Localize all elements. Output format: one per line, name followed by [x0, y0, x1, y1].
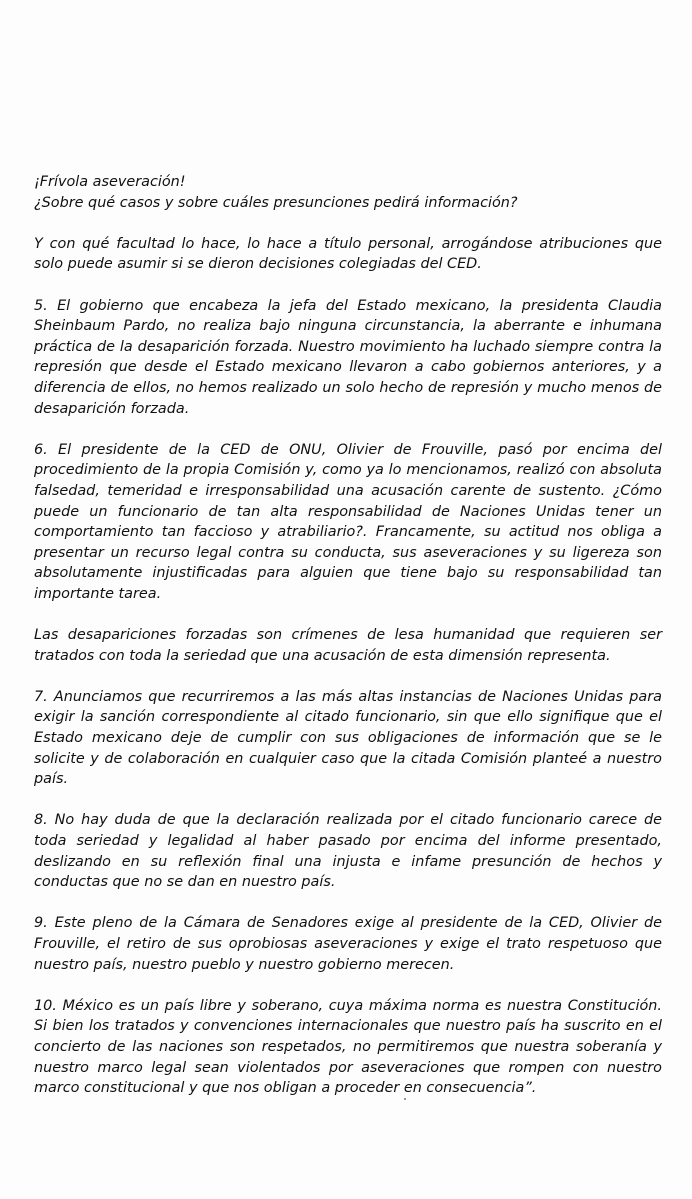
- paragraph-point-5: 5. El gobierno que encabeza la jefa del Estado mexicano, la presidenta Claudia Sheinbaum Pardo, no realiza bajo ninguna circunstancia, la aberrante e inhumana práctica de la desaparición forzada. Nuestro movimiento ha luchado siempre contra la represión que desde el Estado mexicano llevaron a cabo gobiernos anteriores, y a diferencia de ellos, no hemos realizado un solo hecho de represión y mucho menos de desaparición forzada.: [34, 297, 662, 417]
- paragraph-faculty: Y con qué facultad lo hace, lo hace a título personal, arrogándose atribuciones que solo puede asumir si se dieron decisiones colegiadas del CED.: [34, 235, 662, 273]
- paragraph-lesa-humanidad: Las desapariciones forzadas son crímenes de lesa humanidad que requieren ser tratados con toda la seriedad que una acusación de esta dimensión representa.: [34, 627, 662, 664]
- paragraph-exclamation: ¡Frívola aseveración!: [34, 174, 186, 190]
- paragraph-point-7: 7. Anunciamos que recurriremos a las más altas instancias de Naciones Unidas para exigir la sanción correspondiente al citado funcionario, sin que ello signifique que el Estado mexicano deje de cumplir con sus obligaciones de información que se le solicite y de colaboración en cualquier caso que la citada Comisión planteé a nuestro país.: [34, 688, 662, 788]
- scan-speck: [404, 1098, 406, 1100]
- document-page: [34, 172, 662, 1119]
- paragraph-point-6: 6. El presidente de la CED de ONU, Olivier de Frouville, pasó por encima del procedimiento de la propia Comisión y, como ya lo mencionamos, realizó con absoluta falsedad, temeridad e irresponsabilidad una acusación carente de sustento. ¿Cómo puede un funcionario de tan alta responsabilidad de Naciones Unidas tener un comportamiento tan faccioso y atrabiliario?. Francamente, su actitud nos obliga a presentar un recurso legal contra su conducta, sus aseveraciones y su ligereza son absolutamente injustificadas para alguien que tiene bajo su responsabilidad tan importante tarea.: [34, 441, 662, 602]
- paragraph-question: ¿Sobre qué casos y sobre cuáles presunciones pedirá información?: [34, 194, 518, 211]
- paragraph-point-8: 8. No hay duda de que la declaración realizada por el citado funcionario carece de toda seriedad y legalidad al haber pasado por encima del informe presentado, deslizando en su reflexión final una injusta e infame presunción de hechos y conductas que no se dan en nuestro país.: [34, 812, 662, 891]
- paragraph-point-9: 9. Este pleno de la Cámara de Senadores exige al presidente de la CED, Olivier de Frouville, el retiro de sus oprobiosas aseveraciones y exige el trato respetuoso que nuestro país, nuestro pueblo y nuestro gobierno merecen.: [34, 915, 662, 973]
- paragraph-point-10: 10. México es un país libre y soberano, cuya máxima norma es nuestra Constitución. Si bien los tratados y convenciones internacionales que nuestro país ha suscrito en el concierto de las naciones son respetados, no permitiremos que nuestra soberanía y nuestro marco legal sean violentados por aseveraciones que rompen con nuestro marco constitucional y que nos obligan a proceder en consecuencia”.: [34, 997, 662, 1097]
